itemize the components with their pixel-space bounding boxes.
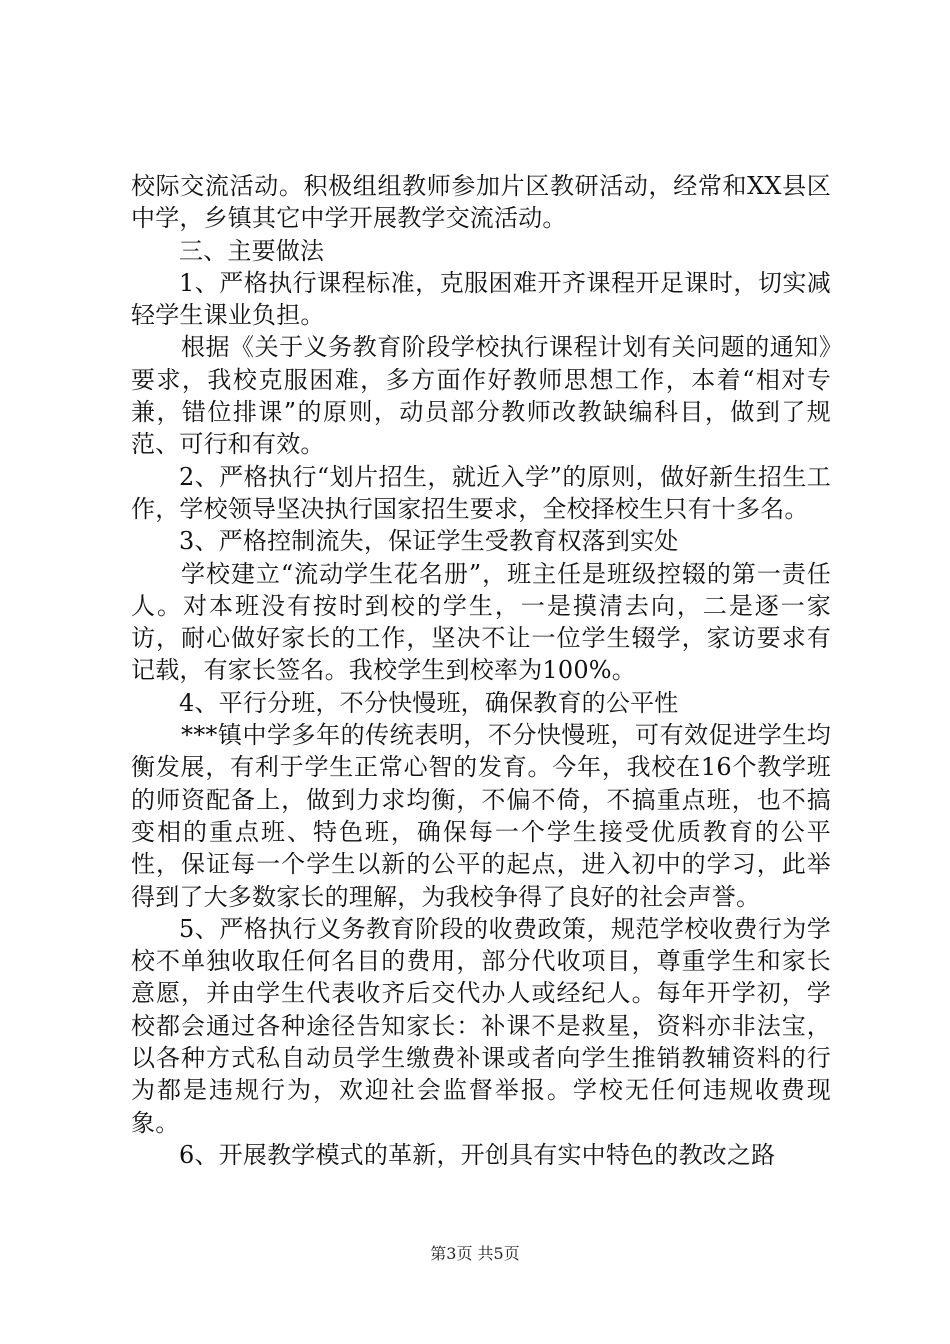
- paragraph-item-3: 学校建立“流动学生花名册”，班主任是班级控辍的第一责任人。对本班没有按时到校的学生，一是摸清去向，二是逐一家访，耐心做好家长的工作，坚决不让一位学生辍学，家访要求有记载，有家长签名。我校学生到校率为100%。: [131, 559, 831, 685]
- paragraph-continuation: 校际交流活动。积极组组教师参加片区教研活动，经常和XX县区中学，乡镇其它中学开展教学交流活动。: [131, 172, 831, 233]
- item-heading-1: 1、严格执行课程标准，克服困难开齐课程开足课时，切实减轻学生课业负担。: [131, 268, 831, 330]
- item-heading-5: 5、严格执行义务教育阶段的收费政策，规范学校收费行为学校不单独收取任何名目的费用，部分代收项目，尊重学生和家长意愿，并由学生代表收齐后交代办人或经纪人。每年开学初，学校都会通过各种途径告知家长：补课不是救星，资料亦非法宝，以各种方式私自动员学生缴费补课或者向学生推销教辅资料的行为都是违规行为，欢迎社会监督举报。学校无任何违规收费现象。: [131, 914, 831, 1137]
- item-heading-4: 4、平行分班，不分快慢班，确保教育的公平性: [179, 688, 679, 717]
- section-heading: 三、主要做法: [179, 236, 325, 265]
- item-heading-3: 3、严格控制流失，保证学生受教育权落到实处: [179, 527, 679, 556]
- paragraph-item-1: 根据《关于义务教育阶段学校执行课程计划有关问题的通知》要求，我校克服困难，多方面作好教师思想工作，本着“相对专兼，错位排课”的原则，动员部分教师改教缺编科目，做到了规范、可行和有效。: [131, 333, 831, 459]
- paragraph-item-4: ***镇中学多年的传统表明，不分快慢班，可有效促进学生均衡发展，有利于学生正常心智的发育。今年，我校在16个教学班的师资配备上，做到力求均衡，不偏不倚，不搞重点班，也不搞变相的重点班、特色班，确保每一个学生接受优质教育的公平性，保证每一个学生以新的公平的起点，进入初中的学习，此举得到了大多数家长的理解，为我校争得了良好的社会声誉。: [131, 721, 831, 911]
- page-footer: 第3页 共5页: [430, 1244, 520, 1263]
- document-body: [131, 170, 831, 1171]
- item-heading-6: 6、开展教学模式的革新，开创具有实中特色的教改之路: [179, 1140, 776, 1169]
- item-heading-2: 2、严格执行“划片招生，就近入学”的原则，做好新生招生工作，学校领导坚决执行国家招生要求，全校择校生只有十多名。: [131, 462, 831, 523]
